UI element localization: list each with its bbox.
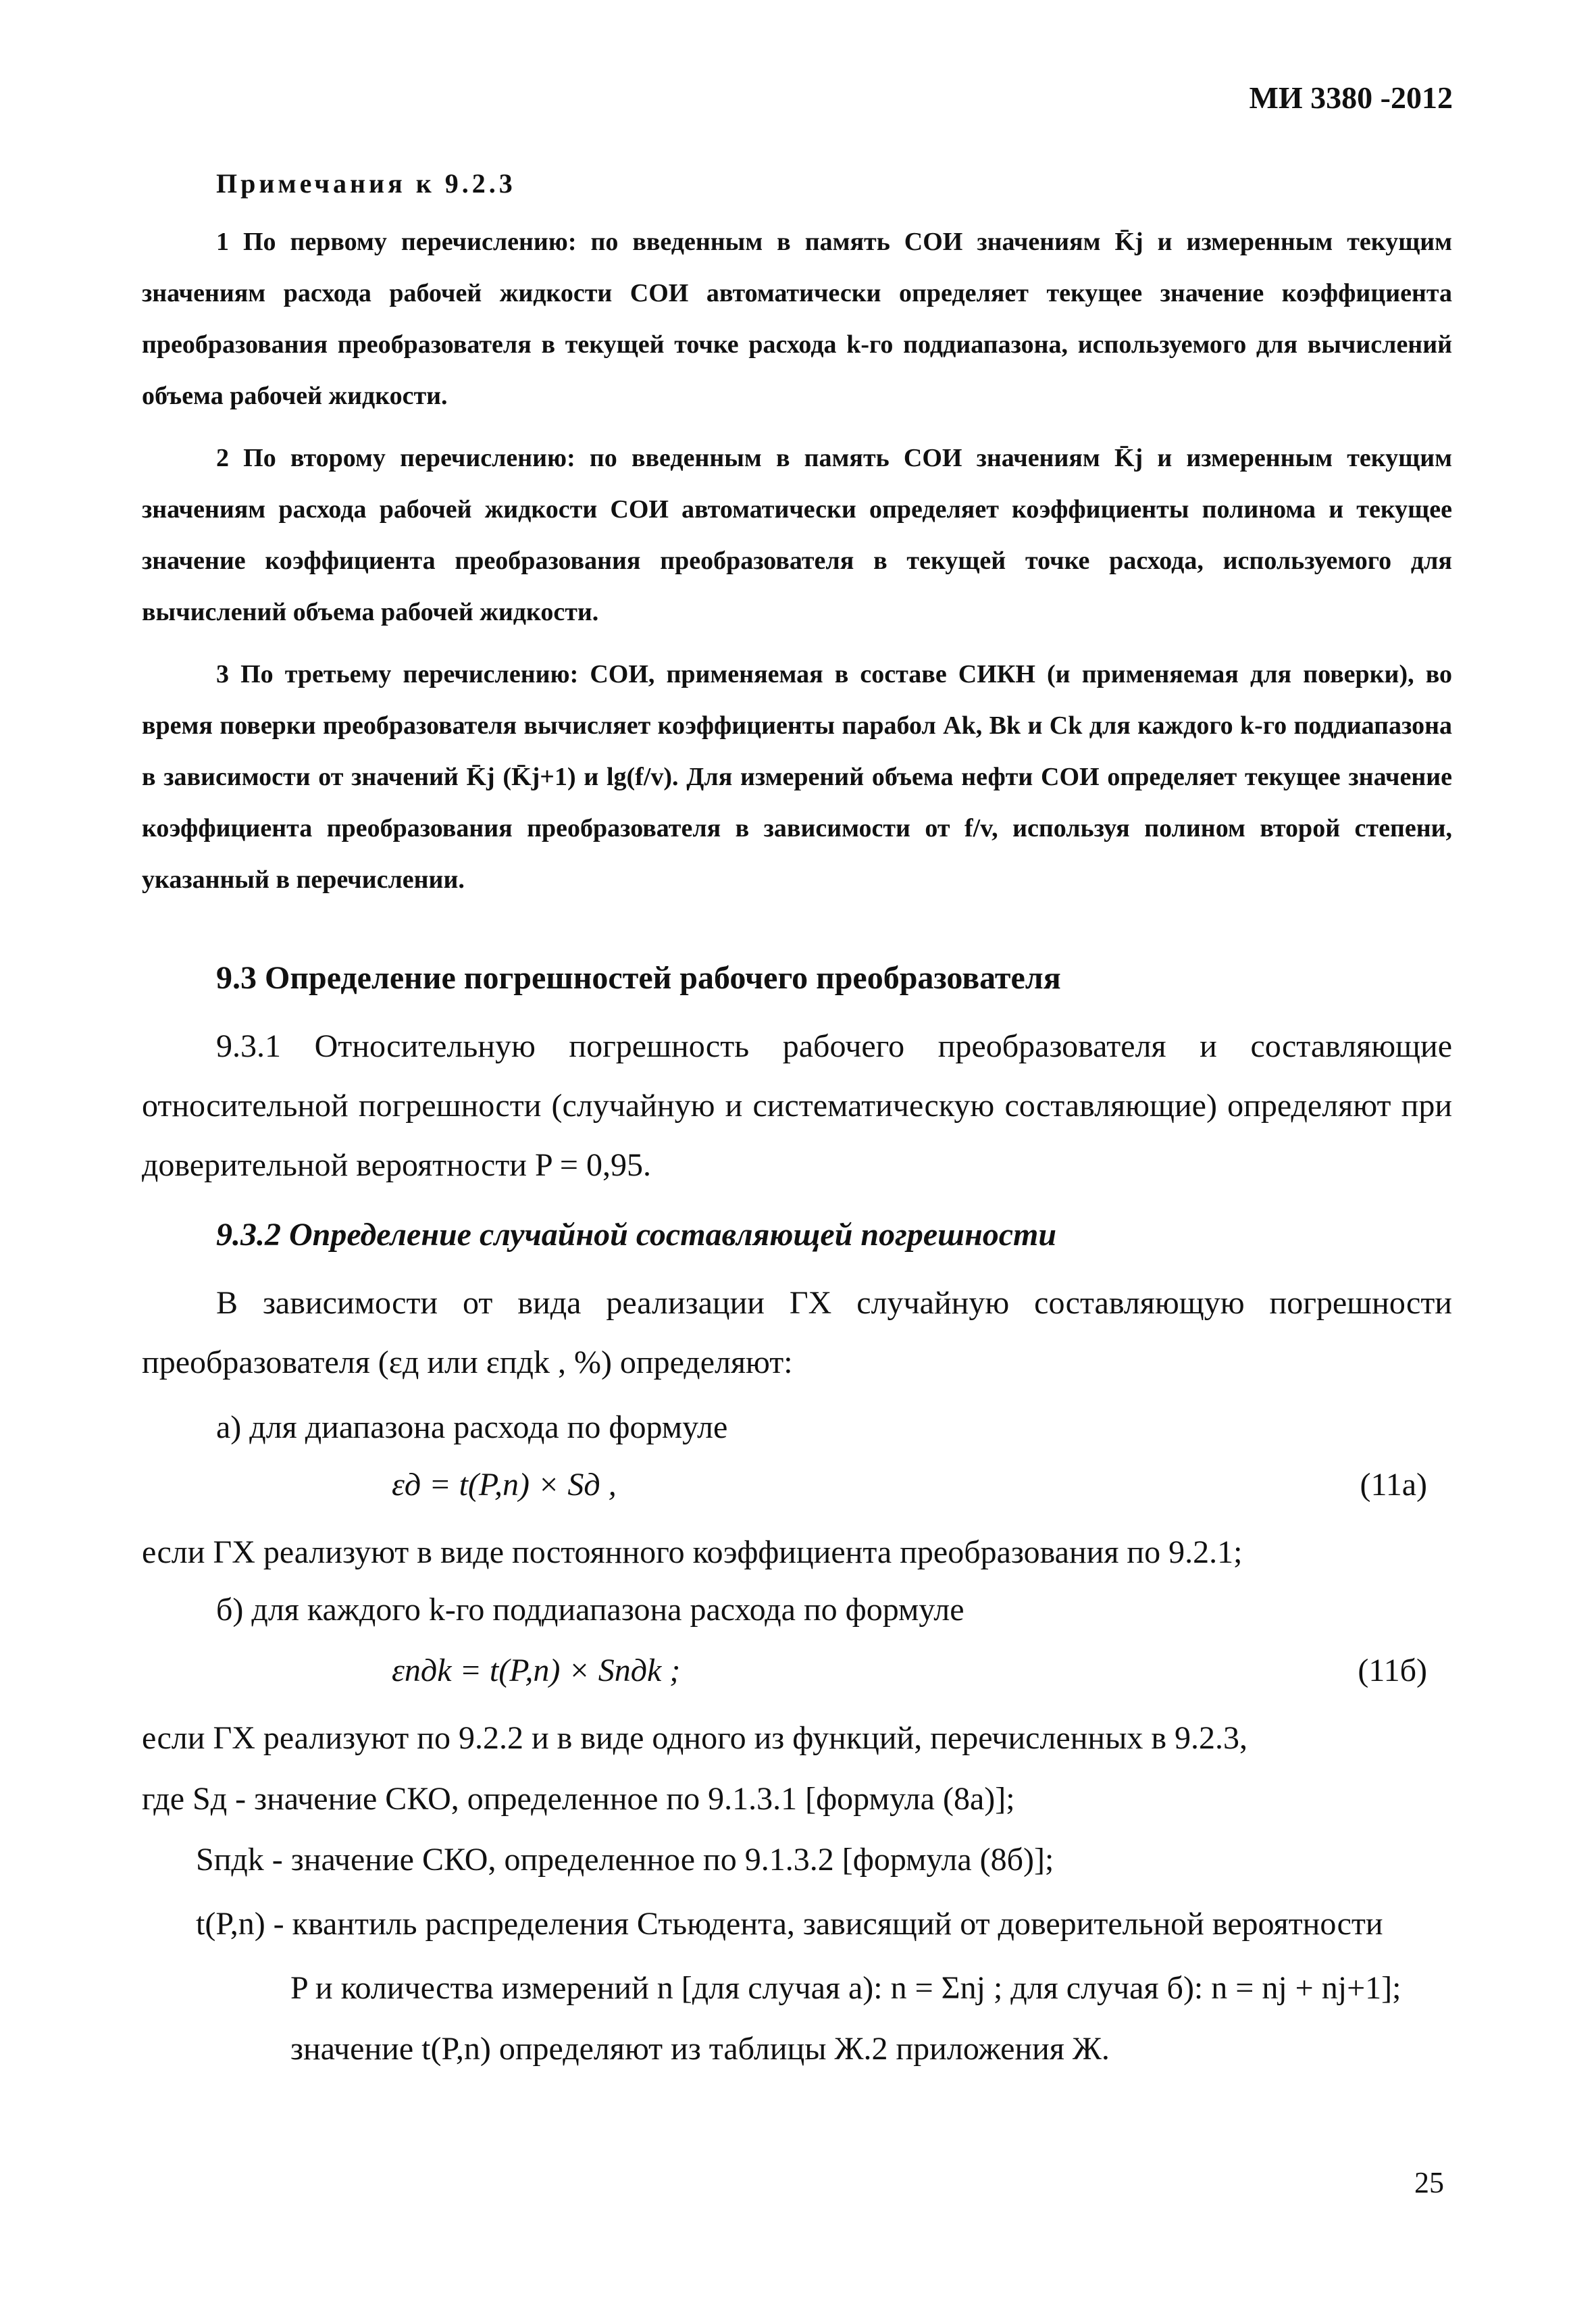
item-b: б) для каждого k-го поддиапазона расхода по формуле: [216, 1592, 964, 1628]
notes-title: Примечания к 9.2.3: [216, 168, 516, 199]
paragraph-932-text: В зависимости от вида реализации ГХ случайную составляющую погрешности преобразователя (εд или εпдk , %) определяют:: [142, 1285, 1452, 1380]
section-heading: 9.3 Определение погрешностей рабочего преобразователя: [216, 960, 1061, 996]
where-line-2: Sпдk - значение СКО, определенное по 9.1.3.2 [формула (8б)];: [196, 1842, 1054, 1878]
equation-number-11a: (11а): [1360, 1467, 1427, 1503]
note-2-text: 2 По второму перечислению: по введенным в память СОИ значениям K̄j и измеренным текущим значениям расхода рабочей жидкости СОИ автоматически определяет коэффициенты полинома и текущее значение коэффициента преобразования преобразователя в текущей точке расхода, используемого для вычислений объема рабочей жидкости.: [142, 444, 1452, 626]
document-code: МИ 3380 -2012: [1249, 80, 1453, 115]
where-line-1: где Sд - значение СКО, определенное по 9.1.3.1 [формула (8а)];: [142, 1781, 1015, 1817]
paragraph-931-text: 9.3.1 Относительную погрешность рабочего преобразователя и составляющие относительной погрешности (случайную и систематическую составляющие) определяют при доверительной вероятности P = 0,95.: [142, 1028, 1452, 1183]
paragraph-932: [142, 1274, 1452, 1392]
where-line-3c: значение t(P,n) определяют из таблицы Ж.2 приложения Ж.: [290, 2031, 1110, 2067]
after-formula-a: если ГХ реализуют в виде постоянного коэффициента преобразования по 9.2.1;: [142, 1534, 1243, 1570]
where-line-3a: t(P,n) - квантиль распределения Стьюдента, зависящий от доверительной вероятности: [196, 1906, 1383, 1942]
subsection-heading: 9.3.2 Определение случайной составляющей погрешности: [216, 1217, 1057, 1253]
paragraph-931: [142, 1017, 1452, 1195]
where-line-3b: P и количества измерений n [для случая а): n = Σnj ; для случая б): n = nj + nj+1];: [290, 1970, 1401, 2006]
note-3-text: 3 По третьему перечислению: СОИ, применяемая в составе СИКН (и применяемая для поверки), во время поверки преобразователя вычисляет коэффициенты парабол Ak, Bk и Ck для каждого k-го поддиапазона в зависимости от значений K̄j (K̄j+1) и lg(f/v). Для измерений объема нефти СОИ определяет текущее значение коэффициента преобразования преобразователя в зависимости от f/v, используя полином второй степени, указанный в перечислении.: [142, 660, 1452, 894]
note-1: [142, 216, 1452, 422]
note-1-text: 1 По первому перечислению: по введенным в память СОИ значениям K̄j и измеренным текущим значениям расхода рабочей жидкости СОИ автоматически определяет текущее значение коэффициента преобразования преобразователя в текущей точке расхода k-го поддиапазона, используемого для вычислений объема рабочей жидкости.: [142, 228, 1452, 410]
note-3: [142, 649, 1452, 905]
item-a: а) для диапазона расхода по формуле: [216, 1409, 728, 1445]
equation-number-11b: (11б): [1358, 1653, 1427, 1688]
after-formula-b: если ГХ реализуют по 9.2.2 и в виде одного из функций, перечисленных в 9.2.3,: [142, 1720, 1248, 1756]
formula-11b: εпдk = t(P,n) × Sпдk ;: [392, 1653, 681, 1688]
note-2: [142, 432, 1452, 638]
formula-11a: εд = t(P,n) × Sд ,: [392, 1467, 617, 1503]
page-number: 25: [1414, 2166, 1444, 2199]
